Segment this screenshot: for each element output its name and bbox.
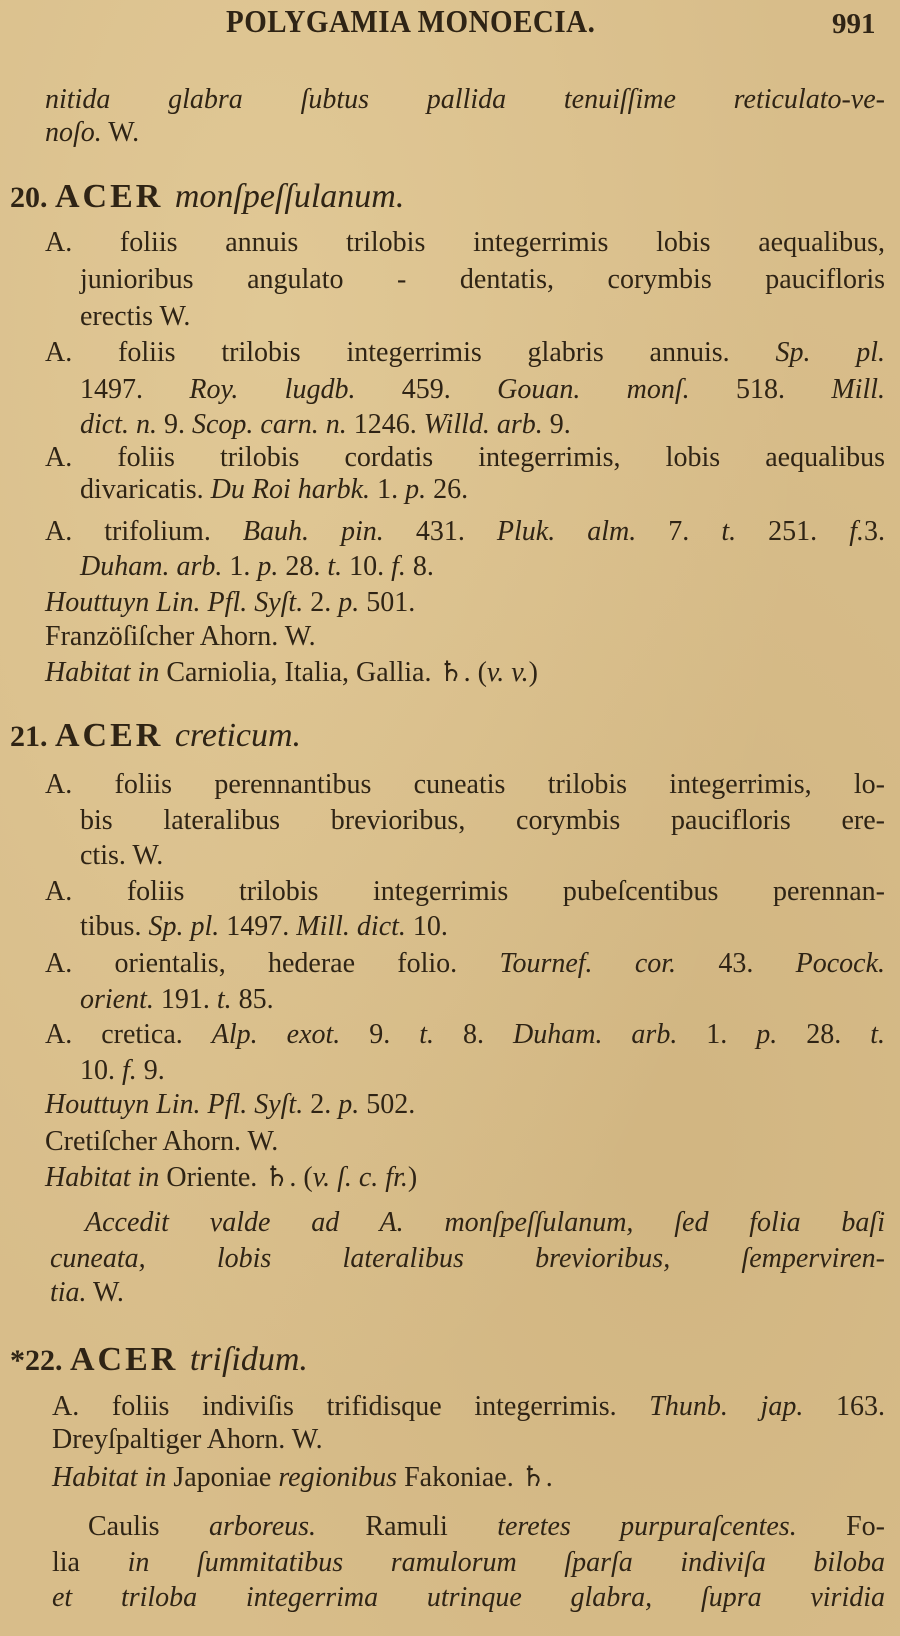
- text: Cretiſcher Ahorn. W.: [45, 1126, 279, 1157]
- text-line: [80, 982, 274, 1018]
- genus-name: ACER: [70, 1341, 190, 1378]
- text-line: [80, 549, 434, 585]
- text: 28.: [278, 551, 328, 582]
- italic-text: f.: [391, 551, 406, 582]
- text-line: [52, 1580, 885, 1616]
- italic-text: t.: [327, 551, 343, 582]
- running-title: POLYGAMIA MONOECIA.: [226, 4, 596, 40]
- italic-text: Duham. arb.: [513, 1019, 678, 1050]
- species-heading: [10, 175, 404, 219]
- text: W.: [101, 117, 140, 148]
- text-line: [80, 909, 448, 945]
- italic-text: t.: [216, 984, 232, 1015]
- text: 2.: [303, 587, 339, 618]
- text: 1.: [222, 551, 258, 582]
- text: 9.: [542, 409, 571, 440]
- italic-text: p.: [257, 551, 279, 582]
- text-line: [52, 1422, 323, 1458]
- text: 518.: [689, 374, 832, 405]
- text-line: [85, 1205, 885, 1241]
- text-line: [80, 472, 468, 508]
- running-header: [0, 6, 900, 46]
- text: junioribus angulato - dentatis, corymbis paucifloris: [80, 264, 885, 295]
- italic-text: dict. n.: [80, 409, 157, 440]
- text: 501.: [359, 587, 416, 618]
- italic-text: orient.: [80, 984, 154, 1015]
- genus-name: ACER: [55, 178, 175, 215]
- italic-text: Gouan. monſ.: [497, 374, 690, 405]
- italic-text: teretes purpuraſcentes.: [497, 1511, 797, 1542]
- italic-text: Roy. lugdb.: [189, 374, 356, 405]
- italic-text: p.: [405, 474, 427, 505]
- text: 1497.: [80, 374, 190, 405]
- text: Caulis: [88, 1511, 209, 1542]
- text-line: [45, 82, 885, 118]
- text: 502.: [359, 1089, 416, 1120]
- text: 10.: [80, 1055, 122, 1086]
- text: Fakoniae. ♄.: [397, 1462, 553, 1493]
- text: A. foliis trilobis cordatis integerrimis, lobis aequalibus: [45, 442, 885, 473]
- text-line: [80, 803, 885, 839]
- text-line: [45, 440, 885, 476]
- italic-text: cuneata, lobis lateralibus brevioribus, ſemperviren-: [50, 1243, 885, 1274]
- italic-text: arboreus.: [208, 1511, 317, 1542]
- text-line: [88, 1509, 885, 1545]
- italic-text: creticum.: [174, 717, 302, 754]
- text-line: [45, 619, 316, 655]
- species-number: 21.: [10, 720, 55, 753]
- text: 10.: [405, 911, 448, 942]
- italic-text: Willd. arb.: [423, 409, 543, 440]
- text: W.: [86, 1277, 124, 1308]
- text: 28.: [777, 1019, 871, 1050]
- text: ): [407, 1162, 418, 1193]
- text: 7.: [636, 516, 722, 547]
- text-line: [52, 1389, 885, 1425]
- italic-text: triſidum.: [189, 1341, 308, 1378]
- text: 251.: [736, 516, 850, 547]
- text: bis lateralibus brevioribus, corymbis paucifloris ere-: [80, 805, 885, 836]
- italic-text: t.: [870, 1019, 886, 1050]
- italic-text: t.: [419, 1019, 435, 1050]
- italic-text: Pocock.: [795, 948, 886, 979]
- text: Fo-: [796, 1511, 885, 1542]
- italic-text: tia.: [50, 1277, 87, 1308]
- italic-text: Sp. pl.: [148, 911, 220, 942]
- italic-text: p.: [338, 1089, 360, 1120]
- italic-text: Houttuyn Lin. Pfl. Syſt.: [45, 1089, 304, 1120]
- italic-text: Habitat in: [45, 657, 160, 688]
- italic-text: f.: [849, 516, 864, 547]
- text: 10.: [342, 551, 392, 582]
- text: 43.: [676, 948, 796, 979]
- italic-text: t.: [721, 516, 737, 547]
- italic-text: Habitat in: [52, 1462, 167, 1493]
- text: 459.: [355, 374, 498, 405]
- text: 431.: [383, 516, 497, 547]
- italic-text: v. v.: [486, 657, 529, 688]
- italic-text: nitida glabra ſubtus pallida tenuiſſime reticulato-ve-: [45, 84, 885, 115]
- italic-text: f.: [122, 1055, 137, 1086]
- italic-text: Du Roi harbk.: [210, 474, 371, 505]
- italic-text: in ſummitatibus ramulorum ſparſa indiviſa biloba: [127, 1547, 885, 1578]
- species-number: 20.: [10, 181, 55, 214]
- text: 191.: [153, 984, 217, 1015]
- italic-text: Habitat in: [45, 1162, 160, 1193]
- text-line: [45, 225, 885, 261]
- text-line: [80, 262, 885, 298]
- text: tibus.: [80, 911, 149, 942]
- text: 9.: [157, 409, 192, 440]
- text-line: [80, 372, 885, 408]
- text-line: [80, 1053, 165, 1089]
- text: 1.: [677, 1019, 757, 1050]
- text: A. foliis trilobis integerrimis pubeſcentibus perennan-: [45, 876, 885, 907]
- page-number: 991: [832, 8, 876, 40]
- italic-text: monſpeſſulanum.: [174, 178, 405, 215]
- italic-text: p.: [338, 587, 360, 618]
- text: Carniolia, Italia, Gallia. ♄. (: [159, 657, 487, 688]
- italic-text: Sp. pl.: [775, 337, 886, 368]
- text: Ramuli: [316, 1511, 498, 1542]
- species-heading: [10, 1338, 308, 1382]
- text-line: [45, 1017, 885, 1053]
- genus-name: ACER: [55, 717, 175, 754]
- italic-text: et triloba integerrima utrinque glabra, ſupra viridia: [52, 1582, 885, 1613]
- text: 1246.: [346, 409, 424, 440]
- italic-text: Thunb. jap.: [649, 1391, 804, 1422]
- text: A. foliis annuis trilobis integerrimis lobis aequalibus,: [45, 227, 885, 258]
- text-line: [45, 585, 415, 621]
- text: Dreyſpaltiger Ahorn. W.: [52, 1424, 323, 1455]
- text-line: [80, 407, 571, 443]
- text-line: [45, 874, 885, 910]
- text: 1497.: [219, 911, 297, 942]
- text: 8.: [405, 551, 434, 582]
- text: A. foliis perennantibus cuneatis trilobis integerrimis, lo-: [45, 769, 885, 800]
- text-line: [80, 838, 163, 874]
- italic-text: regionibus: [278, 1462, 398, 1493]
- text: erectis W.: [80, 301, 191, 332]
- text: Oriente. ♄. (: [159, 1162, 313, 1193]
- text: ): [528, 657, 538, 688]
- text-line: [50, 1241, 885, 1277]
- species-heading: [10, 714, 301, 758]
- italic-text: Accedit valde ad A. monſpeſſulanum, ſed folia baſi: [85, 1207, 885, 1238]
- text: A. trifolium.: [45, 516, 243, 547]
- italic-text: p.: [756, 1019, 778, 1050]
- italic-text: Alp. exot.: [211, 1019, 341, 1050]
- text: 9.: [136, 1055, 165, 1086]
- text-line: [45, 767, 885, 803]
- species-number: *22.: [10, 1344, 70, 1377]
- italic-text: noſo.: [45, 117, 102, 148]
- text-line: [45, 1124, 278, 1160]
- text: lia: [52, 1547, 128, 1578]
- text-line: [45, 514, 885, 550]
- text-line: [45, 1087, 415, 1123]
- text: ctis. W.: [80, 840, 164, 871]
- text: 1.: [370, 474, 406, 505]
- text: Franzöſiſcher Ahorn. W.: [45, 621, 316, 652]
- text: 9.: [340, 1019, 420, 1050]
- text: A. foliis trilobis integerrimis glabris annuis.: [45, 337, 776, 368]
- text: 3.: [864, 516, 885, 547]
- text: A. cretica.: [45, 1019, 212, 1050]
- text: 8.: [434, 1019, 513, 1050]
- text: 2.: [303, 1089, 339, 1120]
- text: divaricatis.: [80, 474, 211, 505]
- italic-text: Bauh. pin.: [242, 516, 384, 547]
- text: 163.: [803, 1391, 885, 1422]
- italic-text: Mill.: [831, 374, 886, 405]
- text-line: [52, 1460, 553, 1496]
- text: A. orientalis, hederae folio.: [45, 948, 500, 979]
- text: 85.: [231, 984, 274, 1015]
- italic-text: Duham. arb.: [80, 551, 223, 582]
- italic-text: Tournef. cor.: [499, 948, 677, 979]
- text-line: [45, 115, 139, 151]
- text: Japoniae: [166, 1462, 279, 1493]
- text: 26.: [426, 474, 469, 505]
- italic-text: Pluk. alm.: [496, 516, 637, 547]
- italic-text: Houttuyn Lin. Pfl. Syſt.: [45, 587, 304, 618]
- italic-text: v. ſ. c. fr.: [312, 1162, 408, 1193]
- text-line: [80, 299, 190, 335]
- italic-text: Scop. carn. n.: [192, 409, 347, 440]
- text-line: [50, 1275, 124, 1311]
- italic-text: Mill. dict.: [296, 911, 406, 942]
- text-line: [45, 335, 885, 371]
- text: A. foliis indiviſis trifidisque integerrimis.: [52, 1391, 650, 1422]
- text-line: [52, 1545, 885, 1581]
- text-line: [45, 1160, 417, 1196]
- text-line: [45, 655, 538, 691]
- text-line: [45, 946, 885, 982]
